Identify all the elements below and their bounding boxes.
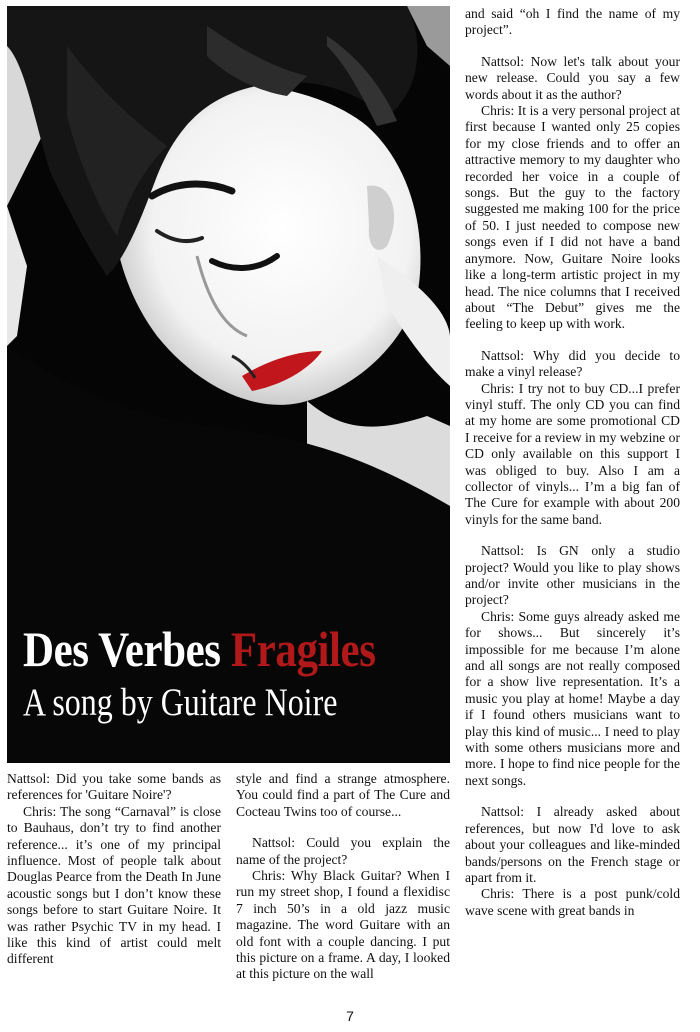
song-title xyxy=(23,620,393,678)
speaker-name: Chris xyxy=(481,103,511,119)
song-title-part2: Fragiles xyxy=(230,621,376,677)
paragraph-text: : Is GN only a studio project? Would you like to play shows and/or invite other musicians in the project? xyxy=(465,543,680,608)
speaker-name: Chris xyxy=(23,803,53,819)
speaker-name: Nattsol xyxy=(481,347,521,363)
paragraph xyxy=(465,54,680,103)
cover-photo xyxy=(7,6,450,763)
speaker-name: Nattsol xyxy=(481,543,521,559)
speaker-name: Nattsol xyxy=(481,804,521,820)
speaker-name: Chris xyxy=(481,886,511,902)
text-column-3 xyxy=(465,6,680,993)
paragraph xyxy=(465,886,680,919)
paragraph-text: : Did you take some bands as references for 'Guitare Noire'? xyxy=(7,771,221,803)
paragraph-text: : I try not to buy CD...I prefer vinyl stuff. The only CD you can find at my home are some promotional CD I receive for a review in my webzine or CD only available on this support I was obliged to buy. Also I am a collector of vinyls... I’m a big fan of The Cure for example with about 200 vinyls for the same band. xyxy=(465,380,680,527)
song-title-part1: Des Verbes xyxy=(23,621,221,677)
paragraph xyxy=(7,771,221,804)
paragraph-text: and said “oh I find the name of my project”. xyxy=(465,6,680,38)
text-column-2 xyxy=(236,771,450,993)
paragraph xyxy=(7,804,221,968)
paragraph xyxy=(465,381,680,529)
song-subtitle: A song by Guitare Noire xyxy=(23,681,338,724)
paragraph xyxy=(465,103,680,333)
paragraph xyxy=(465,348,680,381)
paragraph-text: : The song “Carnaval” is close to Bauhaus, don’t try to find another reference... it’s one of my principal influence. Most of people talk about Douglas Pearce from the Death In June acoustic songs but I don’t know these songs before to start Guitare Noire. It was rather Psychic TV in my head. I like this kind of artist could melt different xyxy=(7,803,221,967)
speaker-name: Nattsol xyxy=(7,771,47,786)
paragraph-text: : Why Black Guitar? When I run my street shop, I found a flexidisc 7 inch 50’s in a old jazz music magazine. The word Guitare with an old font with a couple dancing. I put this picture on a frame. A day, I looked at this picture on the wall xyxy=(236,868,450,982)
paragraph-text: style and find a strange atmosphere. You could find a part of The Cure and Cocteau Twins too of course... xyxy=(236,771,450,819)
paragraph xyxy=(465,804,680,886)
paragraph xyxy=(236,835,450,868)
page-number: 7 xyxy=(346,1008,354,1024)
speaker-name: Nattsol xyxy=(481,53,521,69)
paragraph-text: : Now let's talk about your new release. Could you say a few words about it as the author? xyxy=(465,53,680,102)
text-column-1 xyxy=(7,771,221,993)
paragraph-text: : There is a post punk/cold wave scene with great bands in xyxy=(465,886,680,918)
speaker-name: Chris xyxy=(481,380,511,396)
song-title-block xyxy=(23,620,450,725)
paragraph xyxy=(465,609,680,789)
speaker-name: Chris xyxy=(481,608,511,624)
paragraph-text: : I already asked about references, but now I'd love to ask about your colleagues and like-minded bands/persons on the French stage or apart from it. xyxy=(465,804,680,885)
paragraph xyxy=(465,543,680,609)
speaker-name: Nattsol xyxy=(252,835,292,851)
paragraph-text: : Some guys already asked me for shows... But sincerely it’s impossible for me because I’m alone and all songs are not really composed for a show live representation. It’s a music you play at home! Maybe a day if I found others musicians want to play this kind of music... I need to play with some others musicians more and more. I hope to find nice people for the next songs. xyxy=(465,608,680,788)
paragraph xyxy=(236,868,450,983)
paragraph xyxy=(236,771,450,820)
speaker-name: Chris xyxy=(252,868,282,884)
paragraph-text: : Could you explain the name of the project? xyxy=(236,835,450,867)
paragraph xyxy=(465,6,680,39)
paragraph-text: : Why did you decide to make a vinyl release? xyxy=(465,347,680,380)
paragraph-text: : It is a very personal project at first because I wanted only 25 copies for my close friends and to offer an attractive memory to my daughter who recorded her voice in a couple of songs. But the guy to the factory suggested me making 100 for the price of 50. I just needed to compose new songs even if I did not have a band anymore. Now, Guitare Noire looks like a long-term artistic project in my head. The nice columns that I received about “The Debut” gives me the feeling to keep up with work. xyxy=(465,103,680,332)
